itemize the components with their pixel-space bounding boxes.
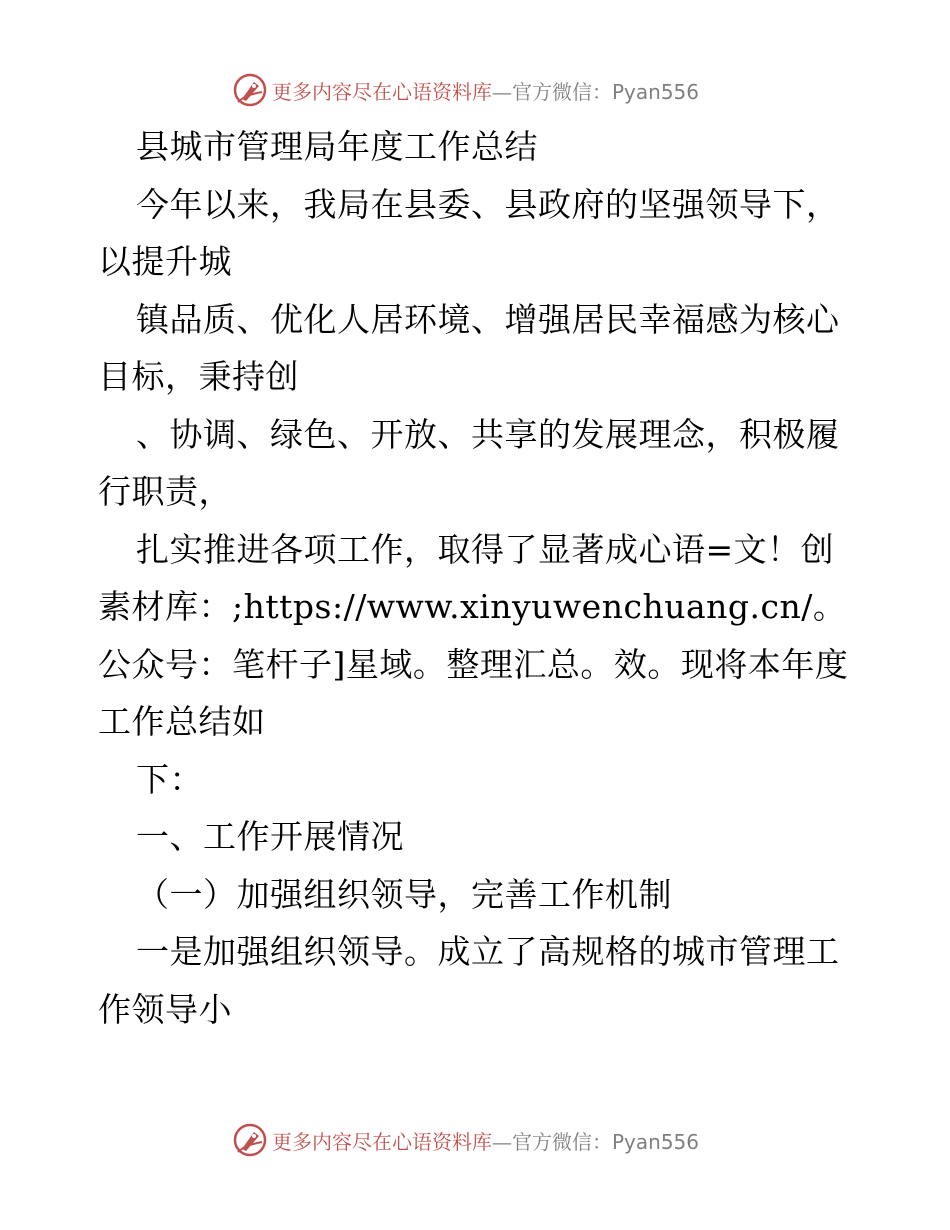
subsection-heading: （一）加强组织领导，完善工作机制 (136, 874, 672, 914)
header-banner (232, 70, 752, 110)
banner-main-text: 更多内容尽在心语资料库 (272, 1129, 492, 1154)
pen-nib-circle-icon (232, 72, 268, 108)
paragraph: 今年以来，我局在县委、县政府的坚强领导下，以提升城 (98, 184, 840, 281)
pen-nib-circle-icon (232, 1122, 268, 1158)
paragraph: 下： (136, 759, 203, 799)
paragraph: 镇品质、优化人居环境、增强居民幸福感为核心目标，秉持创 (98, 299, 840, 396)
paragraph: 扎实推进各项工作，取得了显著成心语=文！创素材库：;https://www.xinyuwenchuang.cn/。公众号：笔杆子]星域。整理汇总。效。现将本年度工作总结如 (98, 529, 849, 741)
banner-wechat-text: 官方微信：Pyan556 (512, 1129, 700, 1154)
paragraph: 、协调、绿色、开放、共享的发展理念，积极履行职责， (98, 414, 840, 511)
document-title: 县城市管理局年度工作总结 (136, 127, 538, 166)
section-heading: 一、工作开展情况 (136, 817, 404, 856)
footer-banner (232, 1120, 752, 1160)
banner-separator: — (492, 79, 512, 104)
document-body (98, 118, 858, 1038)
banner-main-text: 更多内容尽在心语资料库 (272, 79, 492, 104)
banner-separator: — (492, 1129, 512, 1154)
paragraph: 一是加强组织领导。成立了高规格的城市管理工作领导小 (98, 932, 840, 1029)
banner-wechat-text: 官方微信：Pyan556 (512, 79, 700, 104)
